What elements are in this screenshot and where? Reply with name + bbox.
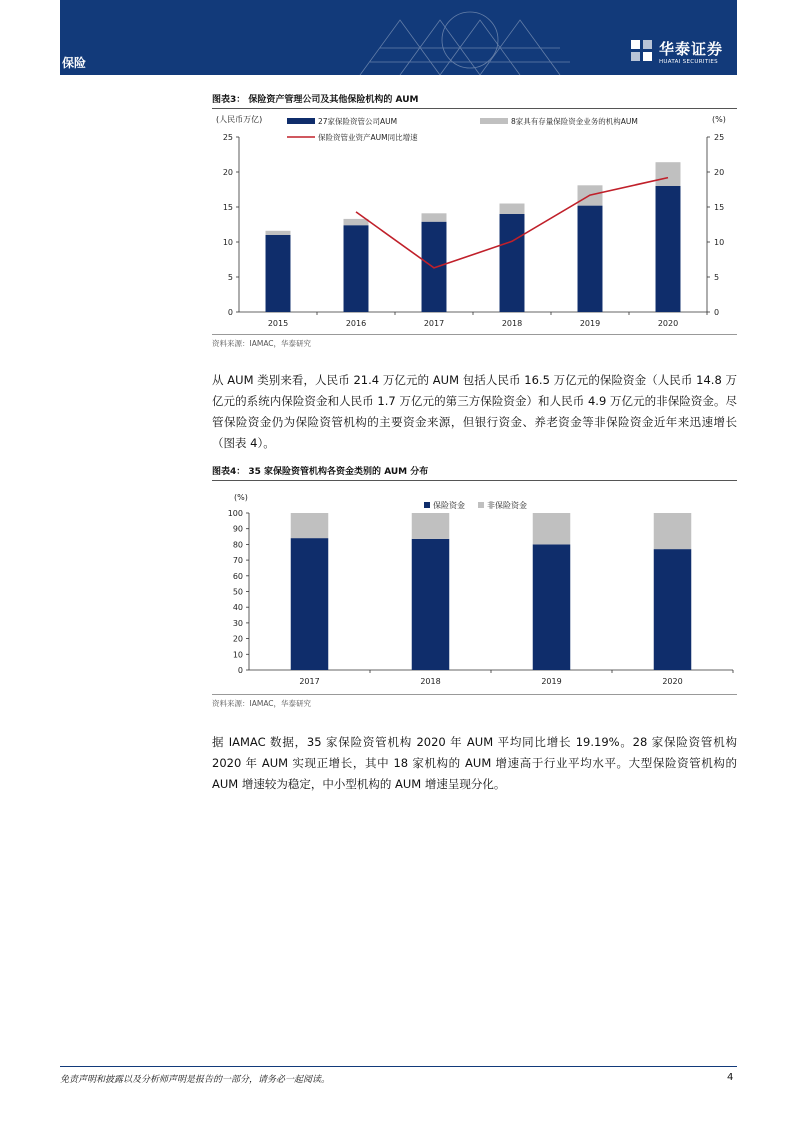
y-axis-left-label: (人民币万亿) [216,115,263,124]
bar-aum-8-institutions [344,219,369,225]
bar-aum-27-companies [422,222,447,312]
figure4-chart [212,484,737,692]
y-tick-label: 40 [232,603,243,613]
brand-name-cn: 华泰证券 [659,40,724,58]
legend-swatch-non-insurance-funds [478,502,484,508]
x-tick-label: 2015 [267,319,289,328]
y-right-tick-label: 10 [714,238,725,247]
y-tick-label: 0 [237,666,243,675]
bar-insurance-funds [533,544,571,670]
y-left-tick-label: 15 [222,203,233,212]
header-band [60,0,737,75]
y-left-tick-label: 0 [227,308,233,317]
bar-aum-8-institutions [266,231,291,235]
bar-aum-27-companies [578,206,603,312]
header-decoration [340,0,600,75]
bar-aum-8-institutions [656,162,681,186]
y-tick-label: 100 [227,509,243,518]
y-tick-label: 60 [232,571,243,581]
y-axis-right-label: (%) [712,115,726,124]
bar-non-insurance-funds [412,513,450,539]
page-number: 4 [727,1072,734,1083]
paragraph-2: 据 IAMAC 数据，35 家保险资管机构 2020 年 AUM 平均同比增长 19.19%。28 家保险资管机构 2020 年 AUM 实现正增长，其中 18 家机构的 AUM 增速高于行业平均水平。大型保险资管机构的 AUM 增速较为稳定，中小型机构的 AUM 增速呈现分化。 [212,735,737,791]
x-tick-label: 2020 [662,677,683,686]
footer-disclaimer: 免责声明和披露以及分析师声明是报告的一部分，请务必一起阅读。 [60,1075,331,1085]
x-tick-label: 2016 [345,319,367,328]
y-tick-label: 50 [232,587,243,597]
y-tick-label: 30 [232,618,243,628]
bar-aum-8-institutions [422,213,447,221]
section-label: 保险 [62,56,87,70]
y-left-tick-label: 20 [222,168,233,177]
y-right-tick-label: 5 [714,273,720,282]
bar-aum-27-companies [656,186,681,312]
y-tick-label: 70 [232,556,243,566]
figure3-source: 资料来源：IAMAC，华泰研究 [212,339,312,348]
bar-non-insurance-funds [533,513,571,544]
legend-swatch-insurance-funds [424,502,430,508]
bar-aum-27-companies [500,214,525,312]
x-tick-label: 2018 [420,677,441,686]
figure3-bottom-rule [212,334,737,335]
bar-aum-27-companies [344,225,369,312]
y-right-tick-label: 20 [714,168,725,177]
y-tick-label: 90 [232,524,243,534]
y-left-tick-label: 10 [222,238,233,247]
y-right-tick-label: 25 [714,133,725,142]
figure4-title: 图表4： 35 家保险资管机构各资金类别的 AUM 分布 [212,467,429,477]
y-left-tick-label: 25 [222,133,233,142]
legend-label-non-insurance-funds: 非保险资金 [487,501,527,510]
legend-label-aum-yoy-growth: 保险资管业资产AUM同比增速 [318,133,418,142]
x-tick-label: 2017 [423,319,445,328]
legend-label-aum-8-institutions: 8家具有存量保险资金业务的机构AUM [511,117,638,126]
y-tick-label: 80 [232,540,243,550]
footer-rule [60,1066,737,1067]
huatai-logo-icon [631,40,653,62]
x-tick-label: 2019 [541,677,562,686]
figure3-chart [212,110,737,332]
legend-swatch-aum-27-companies [287,118,315,124]
bar-non-insurance-funds [654,513,692,549]
x-tick-label: 2019 [579,319,601,328]
x-tick-label: 2017 [299,677,320,686]
legend-label-aum-27-companies: 27家保险资管公司AUM [318,117,398,126]
bar-non-insurance-funds [291,513,329,538]
figure4-source: 资料来源：IAMAC，华泰研究 [212,699,312,708]
y-right-tick-label: 0 [714,308,720,317]
x-tick-label: 2018 [501,319,523,328]
figure4-top-rule [212,480,737,481]
figure3-title: 图表3： 保险资产管理公司及其他保险机构的 AUM [212,95,419,105]
brand-name-en: HUATAI SECURITIES [659,59,718,65]
bar-aum-8-institutions [500,204,525,215]
y-tick-label: 20 [232,634,243,644]
figure4-bottom-rule [212,694,737,695]
paragraph-1: 从 AUM 类别来看，人民币 21.4 万亿元的 AUM 包括人民币 16.5 万亿元的保险资金（人民币 14.8 万亿元的系统内保险资金和人民币 1.7 万亿元的第三方保险资金）和人民币 4.9 万亿元的非保险资金。尽管保险资金仍为保险资管机构的主要资金来源，但银行资金、养老资金等非保险资金近年来迅速增长（图表 4）。 [212,373,737,450]
x-tick-label: 2020 [657,319,679,328]
bar-insurance-funds [291,538,329,670]
y-right-tick-label: 15 [714,203,725,212]
y-tick-label: 10 [232,650,243,660]
legend-swatch-aum-8-institutions [480,118,508,124]
bar-insurance-funds [412,539,450,670]
legend-label-insurance-funds: 保险资金 [433,501,465,510]
y-left-tick-label: 5 [227,273,233,282]
huatai-logo [631,38,731,72]
bar-aum-27-companies [266,235,291,312]
y-axis-label: (%) [234,493,248,502]
bar-insurance-funds [654,549,692,670]
figure3-top-rule [212,108,737,109]
